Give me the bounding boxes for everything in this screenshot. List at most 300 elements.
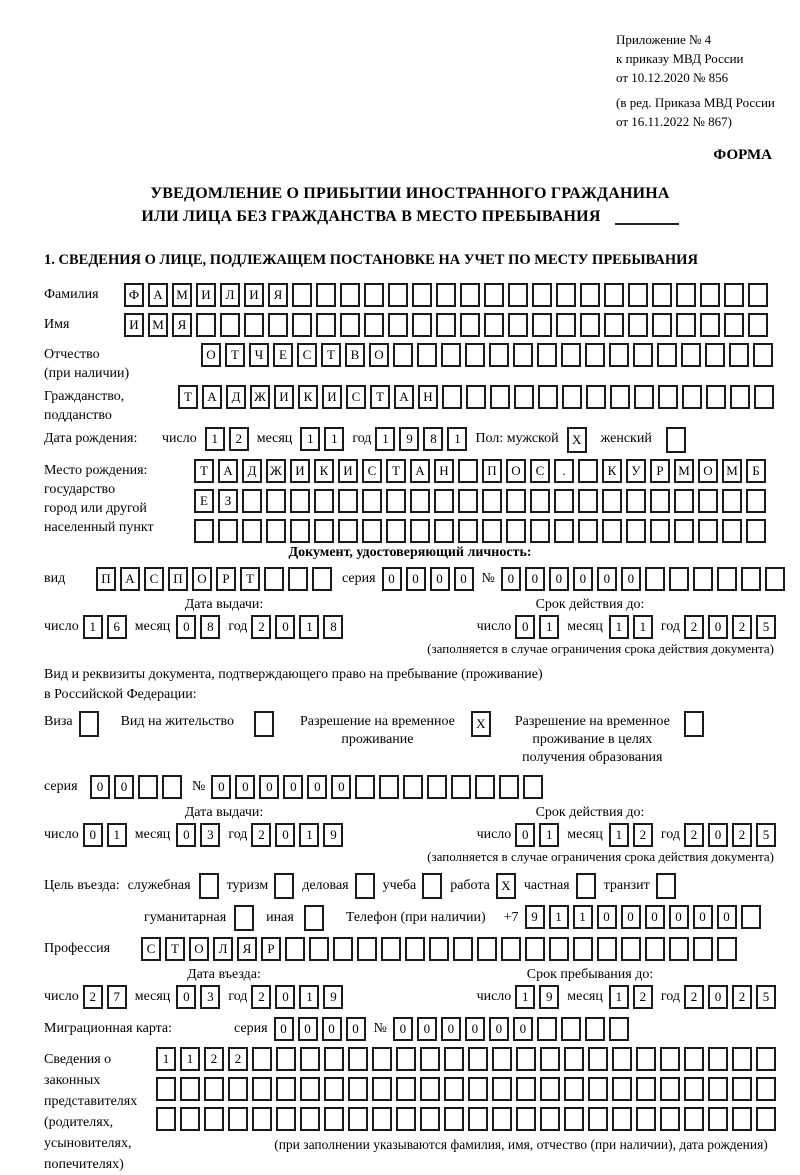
char-cell[interactable]: 0 (465, 1017, 485, 1041)
char-cell[interactable]: 0 (645, 905, 665, 929)
char-cell[interactable] (254, 711, 274, 737)
char-cell[interactable] (508, 313, 528, 337)
char-cell[interactable] (427, 775, 447, 799)
char-cell[interactable]: 1 (107, 823, 127, 847)
char-cell[interactable]: 0 (489, 1017, 509, 1041)
char-cell[interactable] (676, 313, 696, 337)
char-cell[interactable]: С (530, 459, 550, 483)
char-cell[interactable]: Т (178, 385, 198, 409)
char-cell[interactable]: И (244, 283, 264, 307)
char-cell[interactable]: 2 (633, 985, 653, 1009)
char-cell[interactable]: О (201, 343, 221, 367)
char-cell[interactable]: 1 (205, 427, 225, 451)
char-cell[interactable]: 0 (83, 823, 103, 847)
char-cell[interactable] (514, 385, 534, 409)
char-cell[interactable] (660, 1107, 680, 1131)
char-cell[interactable] (412, 283, 432, 307)
char-cell[interactable]: 0 (501, 567, 521, 591)
char-cell[interactable] (420, 1077, 440, 1101)
char-cell[interactable]: Е (273, 343, 293, 367)
char-cell[interactable] (578, 519, 598, 543)
char-cell[interactable]: 8 (323, 615, 343, 639)
char-cell[interactable] (636, 1107, 656, 1131)
char-cell[interactable]: 0 (708, 985, 728, 1009)
char-cell[interactable]: 1 (299, 823, 319, 847)
char-cell[interactable] (475, 775, 495, 799)
char-cell[interactable] (285, 937, 305, 961)
char-cell[interactable]: 7 (107, 985, 127, 1009)
char-cell[interactable] (460, 313, 480, 337)
char-cell[interactable] (292, 313, 312, 337)
char-cell[interactable] (666, 427, 686, 453)
char-cell[interactable] (228, 1077, 248, 1101)
char-cell[interactable] (660, 1047, 680, 1071)
char-cell[interactable] (420, 1107, 440, 1131)
char-cell[interactable]: X (496, 873, 516, 899)
char-cell[interactable]: Я (268, 283, 288, 307)
char-cell[interactable] (732, 1047, 752, 1071)
char-cell[interactable]: 0 (211, 775, 231, 799)
char-cell[interactable]: П (168, 567, 188, 591)
char-cell[interactable]: 2 (204, 1047, 224, 1071)
char-cell[interactable] (338, 489, 358, 513)
char-cell[interactable]: 8 (423, 427, 443, 451)
char-cell[interactable] (523, 775, 543, 799)
char-cell[interactable] (434, 519, 454, 543)
char-cell[interactable] (562, 385, 582, 409)
char-cell[interactable] (268, 313, 288, 337)
char-cell[interactable] (708, 1107, 728, 1131)
char-cell[interactable] (693, 567, 713, 591)
char-cell[interactable] (610, 385, 630, 409)
char-cell[interactable] (393, 343, 413, 367)
char-cell[interactable] (180, 1077, 200, 1101)
char-cell[interactable] (340, 283, 360, 307)
char-cell[interactable] (465, 343, 485, 367)
char-cell[interactable] (372, 1107, 392, 1131)
char-cell[interactable] (588, 1077, 608, 1101)
char-cell[interactable] (468, 1077, 488, 1101)
char-cell[interactable]: 0 (275, 985, 295, 1009)
char-cell[interactable]: Т (165, 937, 185, 961)
char-cell[interactable] (220, 313, 240, 337)
char-cell[interactable] (706, 385, 726, 409)
char-cell[interactable] (585, 1017, 605, 1041)
char-cell[interactable] (588, 1107, 608, 1131)
char-cell[interactable] (628, 313, 648, 337)
char-cell[interactable] (756, 1107, 776, 1131)
char-cell[interactable]: 2 (83, 985, 103, 1009)
char-cell[interactable]: 1 (573, 905, 593, 929)
char-cell[interactable]: Д (226, 385, 246, 409)
char-cell[interactable] (741, 905, 761, 929)
char-cell[interactable]: О (506, 459, 526, 483)
char-cell[interactable]: 2 (732, 985, 752, 1009)
char-cell[interactable] (540, 1107, 560, 1131)
char-cell[interactable]: Т (386, 459, 406, 483)
char-cell[interactable] (516, 1047, 536, 1071)
char-cell[interactable] (586, 385, 606, 409)
char-cell[interactable] (290, 489, 310, 513)
char-cell[interactable]: Р (650, 459, 670, 483)
char-cell[interactable] (676, 283, 696, 307)
char-cell[interactable]: 1 (447, 427, 467, 451)
char-cell[interactable] (442, 385, 462, 409)
char-cell[interactable] (645, 567, 665, 591)
char-cell[interactable]: Т (321, 343, 341, 367)
char-cell[interactable] (199, 873, 219, 899)
char-cell[interactable]: 1 (300, 427, 320, 451)
char-cell[interactable] (316, 313, 336, 337)
char-cell[interactable]: 0 (515, 823, 535, 847)
char-cell[interactable] (564, 1107, 584, 1131)
char-cell[interactable]: Т (225, 343, 245, 367)
char-cell[interactable] (609, 1017, 629, 1041)
char-cell[interactable]: 0 (176, 823, 196, 847)
char-cell[interactable] (300, 1077, 320, 1101)
char-cell[interactable]: А (148, 283, 168, 307)
char-cell[interactable] (436, 313, 456, 337)
char-cell[interactable] (684, 711, 704, 737)
char-cell[interactable] (417, 343, 437, 367)
char-cell[interactable]: М (172, 283, 192, 307)
char-cell[interactable]: 3 (200, 823, 220, 847)
char-cell[interactable]: 0 (307, 775, 327, 799)
char-cell[interactable] (633, 343, 653, 367)
char-cell[interactable] (573, 937, 593, 961)
char-cell[interactable] (422, 873, 442, 899)
char-cell[interactable]: 0 (693, 905, 713, 929)
char-cell[interactable] (300, 1047, 320, 1071)
char-cell[interactable] (700, 283, 720, 307)
char-cell[interactable] (708, 1077, 728, 1101)
char-cell[interactable] (300, 1107, 320, 1131)
char-cell[interactable] (312, 567, 332, 591)
char-cell[interactable]: У (626, 459, 646, 483)
char-cell[interactable] (578, 489, 598, 513)
char-cell[interactable] (717, 567, 737, 591)
char-cell[interactable]: О (698, 459, 718, 483)
char-cell[interactable] (708, 1047, 728, 1071)
char-cell[interactable] (362, 489, 382, 513)
char-cell[interactable]: 1 (83, 615, 103, 639)
char-cell[interactable]: Ж (250, 385, 270, 409)
char-cell[interactable]: 0 (90, 775, 110, 799)
char-cell[interactable]: М (722, 459, 742, 483)
char-cell[interactable]: Н (418, 385, 438, 409)
char-cell[interactable] (609, 343, 629, 367)
char-cell[interactable] (492, 1077, 512, 1101)
char-cell[interactable] (580, 313, 600, 337)
char-cell[interactable] (228, 1107, 248, 1131)
char-cell[interactable] (621, 937, 641, 961)
char-cell[interactable]: 1 (156, 1047, 176, 1071)
char-cell[interactable] (501, 937, 521, 961)
char-cell[interactable]: 0 (275, 615, 295, 639)
char-cell[interactable]: А (410, 459, 430, 483)
char-cell[interactable] (556, 283, 576, 307)
char-cell[interactable]: Р (216, 567, 236, 591)
char-cell[interactable]: 0 (274, 1017, 294, 1041)
char-cell[interactable] (420, 1047, 440, 1071)
char-cell[interactable] (634, 385, 654, 409)
char-cell[interactable]: Я (237, 937, 257, 961)
char-cell[interactable] (490, 385, 510, 409)
char-cell[interactable] (537, 343, 557, 367)
char-cell[interactable]: 2 (684, 823, 704, 847)
char-cell[interactable] (700, 313, 720, 337)
char-cell[interactable] (309, 937, 329, 961)
char-cell[interactable] (292, 283, 312, 307)
char-cell[interactable] (314, 489, 334, 513)
char-cell[interactable] (597, 937, 617, 961)
char-cell[interactable] (458, 519, 478, 543)
char-cell[interactable] (732, 1107, 752, 1131)
char-cell[interactable] (436, 283, 456, 307)
char-cell[interactable]: 2 (251, 823, 271, 847)
char-cell[interactable] (746, 489, 766, 513)
char-cell[interactable] (765, 567, 785, 591)
char-cell[interactable]: С (297, 343, 317, 367)
char-cell[interactable] (196, 313, 216, 337)
char-cell[interactable] (484, 283, 504, 307)
char-cell[interactable]: Я (172, 313, 192, 337)
char-cell[interactable]: И (290, 459, 310, 483)
char-cell[interactable]: 0 (621, 905, 641, 929)
char-cell[interactable]: 1 (539, 823, 559, 847)
char-cell[interactable] (513, 343, 533, 367)
char-cell[interactable] (516, 1107, 536, 1131)
char-cell[interactable] (636, 1077, 656, 1101)
char-cell[interactable] (434, 489, 454, 513)
char-cell[interactable]: . (554, 459, 574, 483)
char-cell[interactable] (441, 343, 461, 367)
char-cell[interactable] (304, 905, 324, 931)
char-cell[interactable] (732, 1077, 752, 1101)
char-cell[interactable]: 2 (251, 615, 271, 639)
char-cell[interactable] (204, 1077, 224, 1101)
char-cell[interactable] (138, 775, 158, 799)
char-cell[interactable] (741, 567, 761, 591)
char-cell[interactable]: К (298, 385, 318, 409)
char-cell[interactable] (506, 489, 526, 513)
char-cell[interactable] (348, 1107, 368, 1131)
char-cell[interactable] (561, 343, 581, 367)
char-cell[interactable] (410, 519, 430, 543)
char-cell[interactable] (554, 489, 574, 513)
char-cell[interactable] (506, 519, 526, 543)
char-cell[interactable] (388, 313, 408, 337)
char-cell[interactable] (252, 1047, 272, 1071)
char-cell[interactable] (194, 519, 214, 543)
char-cell[interactable] (242, 519, 262, 543)
char-cell[interactable]: 0 (393, 1017, 413, 1041)
char-cell[interactable]: 9 (399, 427, 419, 451)
char-cell[interactable] (266, 519, 286, 543)
char-cell[interactable]: 0 (406, 567, 426, 591)
char-cell[interactable] (532, 283, 552, 307)
char-cell[interactable]: 0 (331, 775, 351, 799)
char-cell[interactable] (612, 1077, 632, 1101)
char-cell[interactable]: 0 (573, 567, 593, 591)
char-cell[interactable] (652, 313, 672, 337)
char-cell[interactable] (499, 775, 519, 799)
char-cell[interactable]: 2 (228, 1047, 248, 1071)
char-cell[interactable]: И (124, 313, 144, 337)
char-cell[interactable] (650, 519, 670, 543)
char-cell[interactable] (748, 313, 768, 337)
char-cell[interactable]: 0 (717, 905, 737, 929)
char-cell[interactable]: Т (240, 567, 260, 591)
char-cell[interactable] (252, 1077, 272, 1101)
char-cell[interactable] (156, 1077, 176, 1101)
char-cell[interactable]: 0 (621, 567, 641, 591)
char-cell[interactable]: X (567, 427, 587, 453)
char-cell[interactable]: 0 (430, 567, 450, 591)
char-cell[interactable] (444, 1047, 464, 1071)
char-cell[interactable] (724, 313, 744, 337)
char-cell[interactable]: 0 (346, 1017, 366, 1041)
char-cell[interactable] (684, 1047, 704, 1071)
char-cell[interactable] (602, 489, 622, 513)
char-cell[interactable] (276, 1107, 296, 1131)
char-cell[interactable] (362, 519, 382, 543)
char-cell[interactable] (386, 489, 406, 513)
char-cell[interactable] (564, 1077, 584, 1101)
char-cell[interactable] (79, 711, 99, 737)
char-cell[interactable]: К (602, 459, 622, 483)
char-cell[interactable]: 9 (539, 985, 559, 1009)
char-cell[interactable]: 0 (382, 567, 402, 591)
char-cell[interactable] (324, 1107, 344, 1131)
char-cell[interactable]: 1 (324, 427, 344, 451)
char-cell[interactable] (636, 1047, 656, 1071)
char-cell[interactable]: 0 (176, 615, 196, 639)
char-cell[interactable] (492, 1047, 512, 1071)
char-cell[interactable] (355, 775, 375, 799)
char-cell[interactable] (684, 1077, 704, 1101)
char-cell[interactable]: 3 (200, 985, 220, 1009)
char-cell[interactable] (355, 873, 375, 899)
char-cell[interactable] (218, 519, 238, 543)
char-cell[interactable] (660, 1077, 680, 1101)
char-cell[interactable] (364, 313, 384, 337)
char-cell[interactable]: Л (213, 937, 233, 961)
char-cell[interactable] (578, 459, 598, 483)
char-cell[interactable] (324, 1077, 344, 1101)
char-cell[interactable]: Ж (266, 459, 286, 483)
char-cell[interactable] (532, 313, 552, 337)
char-cell[interactable]: 0 (513, 1017, 533, 1041)
char-cell[interactable]: Б (746, 459, 766, 483)
char-cell[interactable]: А (218, 459, 238, 483)
char-cell[interactable]: 0 (441, 1017, 461, 1041)
char-cell[interactable]: 2 (684, 615, 704, 639)
char-cell[interactable]: О (192, 567, 212, 591)
char-cell[interactable]: О (189, 937, 209, 961)
char-cell[interactable]: 9 (323, 985, 343, 1009)
char-cell[interactable] (234, 905, 254, 931)
char-cell[interactable]: 1 (609, 823, 629, 847)
char-cell[interactable] (576, 873, 596, 899)
char-cell[interactable]: 9 (525, 905, 545, 929)
char-cell[interactable] (484, 313, 504, 337)
char-cell[interactable]: 5 (756, 823, 776, 847)
char-cell[interactable]: 2 (732, 615, 752, 639)
char-cell[interactable] (538, 385, 558, 409)
char-cell[interactable] (466, 385, 486, 409)
char-cell[interactable] (386, 519, 406, 543)
char-cell[interactable] (314, 519, 334, 543)
char-cell[interactable] (698, 519, 718, 543)
char-cell[interactable] (722, 489, 742, 513)
char-cell[interactable] (717, 937, 737, 961)
char-cell[interactable] (405, 937, 425, 961)
char-cell[interactable] (604, 283, 624, 307)
char-cell[interactable] (340, 313, 360, 337)
char-cell[interactable]: 1 (299, 985, 319, 1009)
char-cell[interactable] (274, 873, 294, 899)
char-cell[interactable] (588, 1047, 608, 1071)
char-cell[interactable] (492, 1107, 512, 1131)
char-cell[interactable]: 2 (684, 985, 704, 1009)
char-cell[interactable]: 1 (515, 985, 535, 1009)
char-cell[interactable] (348, 1047, 368, 1071)
char-cell[interactable] (316, 283, 336, 307)
char-cell[interactable]: 0 (114, 775, 134, 799)
char-cell[interactable] (288, 567, 308, 591)
char-cell[interactable] (276, 1077, 296, 1101)
char-cell[interactable] (396, 1077, 416, 1101)
char-cell[interactable] (396, 1047, 416, 1071)
char-cell[interactable] (669, 567, 689, 591)
char-cell[interactable]: 0 (549, 567, 569, 591)
char-cell[interactable] (530, 489, 550, 513)
char-cell[interactable] (379, 775, 399, 799)
char-cell[interactable] (556, 313, 576, 337)
char-cell[interactable]: 0 (708, 615, 728, 639)
char-cell[interactable] (412, 313, 432, 337)
char-cell[interactable] (729, 343, 749, 367)
char-cell[interactable] (549, 937, 569, 961)
char-cell[interactable] (656, 873, 676, 899)
char-cell[interactable]: 2 (732, 823, 752, 847)
char-cell[interactable]: Т (194, 459, 214, 483)
char-cell[interactable] (338, 519, 358, 543)
char-cell[interactable] (180, 1107, 200, 1131)
char-cell[interactable] (242, 489, 262, 513)
char-cell[interactable]: 0 (417, 1017, 437, 1041)
char-cell[interactable]: 5 (756, 985, 776, 1009)
char-cell[interactable]: 0 (515, 615, 535, 639)
char-cell[interactable]: Ф (124, 283, 144, 307)
char-cell[interactable]: 0 (708, 823, 728, 847)
char-cell[interactable] (458, 489, 478, 513)
char-cell[interactable] (530, 519, 550, 543)
char-cell[interactable]: 0 (597, 567, 617, 591)
char-cell[interactable] (628, 283, 648, 307)
char-cell[interactable] (516, 1077, 536, 1101)
char-cell[interactable]: Н (434, 459, 454, 483)
char-cell[interactable] (658, 385, 678, 409)
char-cell[interactable] (162, 775, 182, 799)
char-cell[interactable] (324, 1047, 344, 1071)
char-cell[interactable] (681, 343, 701, 367)
char-cell[interactable]: Р (261, 937, 281, 961)
char-cell[interactable] (602, 519, 622, 543)
char-cell[interactable]: 0 (454, 567, 474, 591)
char-cell[interactable]: 5 (756, 615, 776, 639)
